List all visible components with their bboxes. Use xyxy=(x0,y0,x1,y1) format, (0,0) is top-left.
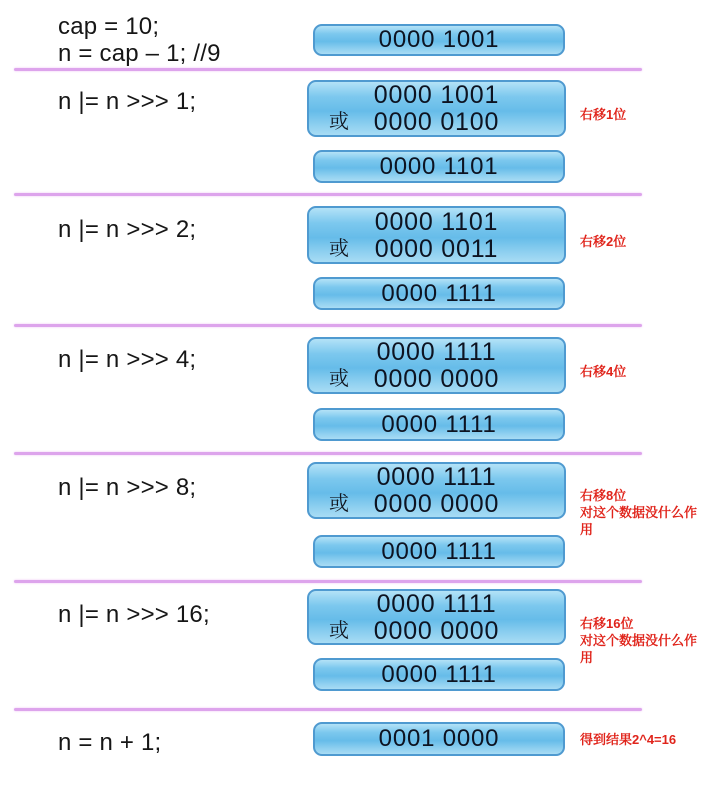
annotation-line-1: 右移4位 xyxy=(580,364,627,379)
or-box-step-5 xyxy=(307,589,566,645)
result-value-step-1: 0000 1101 xyxy=(379,152,499,180)
code-shift-4: n |= n >>> 4; xyxy=(58,346,197,373)
code-shift-1: n |= n >>> 1; xyxy=(58,88,197,115)
annotation-line-1: 右移1位 xyxy=(580,107,627,122)
code-init-block xyxy=(58,13,221,67)
annotation-line-1: 得到结果2^4=16 xyxy=(580,732,677,747)
annotation-step-3 xyxy=(580,363,704,380)
binary-value-initial: 0000 1001 xyxy=(378,26,500,53)
or-box-step-3 xyxy=(307,337,566,394)
or-box-step-4 xyxy=(307,462,566,519)
code-line-cap: cap = 10; xyxy=(58,13,160,40)
binary-box-initial xyxy=(313,24,565,56)
operand-top-step-5: 0000 1111 xyxy=(376,589,497,618)
annotation-final-result xyxy=(580,731,704,748)
annotation-line-1: 右移2位 xyxy=(580,234,627,249)
binary-value-final: 0001 0000 xyxy=(378,725,500,752)
or-label: 或 xyxy=(329,619,349,642)
or-box-step-2 xyxy=(307,206,566,264)
operand-bottom-step-3: 0000 0000 xyxy=(373,365,500,393)
code-shift-16: n |= n >>> 16; xyxy=(58,601,210,628)
operand-bottom-step-1: 0000 0100 xyxy=(373,108,500,136)
section-divider-6 xyxy=(14,708,642,711)
section-divider-2 xyxy=(14,193,642,196)
operand-top-step-4: 0000 1111 xyxy=(376,463,497,491)
code-shift-2: n |= n >>> 2; xyxy=(58,216,197,243)
result-value-step-2: 0000 1111 xyxy=(381,279,497,307)
section-divider-4 xyxy=(14,452,642,455)
result-box-step-4 xyxy=(313,535,565,568)
annotation-step-5 xyxy=(580,615,704,666)
section-divider-3 xyxy=(14,324,642,327)
result-value-step-3: 0000 1111 xyxy=(381,410,497,438)
or-label: 或 xyxy=(329,237,349,260)
binary-box-final xyxy=(313,722,565,756)
operand-top-step-2: 0000 1101 xyxy=(374,207,499,236)
or-label: 或 xyxy=(329,368,349,390)
annotation-line-1: 右移8位 xyxy=(580,488,627,503)
annotation-step-2 xyxy=(580,233,704,250)
operand-top-step-1: 0000 1001 xyxy=(373,81,500,109)
annotation-step-1 xyxy=(580,106,704,123)
or-label: 或 xyxy=(329,493,349,515)
annotation-step-4 xyxy=(580,487,704,538)
code-line-n-init: n = cap – 1; //9 xyxy=(58,40,221,67)
operand-bottom-step-2: 0000 0011 xyxy=(374,234,499,263)
code-shift-8: n |= n >>> 8; xyxy=(58,474,197,501)
result-value-step-4: 0000 1111 xyxy=(381,537,497,565)
or-label: 或 xyxy=(329,111,349,133)
annotation-line-1: 右移16位 xyxy=(580,616,634,631)
result-box-step-5 xyxy=(313,658,565,691)
result-box-step-3 xyxy=(313,408,565,441)
annotation-line-2: 对这个数据没什么作用 xyxy=(580,633,698,666)
operand-top-step-3: 0000 1111 xyxy=(376,338,497,366)
result-value-step-5: 0000 1111 xyxy=(381,660,497,688)
result-box-step-2 xyxy=(313,277,565,310)
operand-bottom-step-5: 0000 0000 xyxy=(373,616,500,645)
operand-bottom-step-4: 0000 0000 xyxy=(373,490,500,518)
or-box-step-1 xyxy=(307,80,566,137)
section-divider-1 xyxy=(14,68,642,71)
result-box-step-1 xyxy=(313,150,565,183)
annotation-line-2: 对这个数据没什么作用 xyxy=(580,505,698,538)
section-divider-5 xyxy=(14,580,642,583)
code-final-increment: n = n + 1; xyxy=(58,729,162,756)
